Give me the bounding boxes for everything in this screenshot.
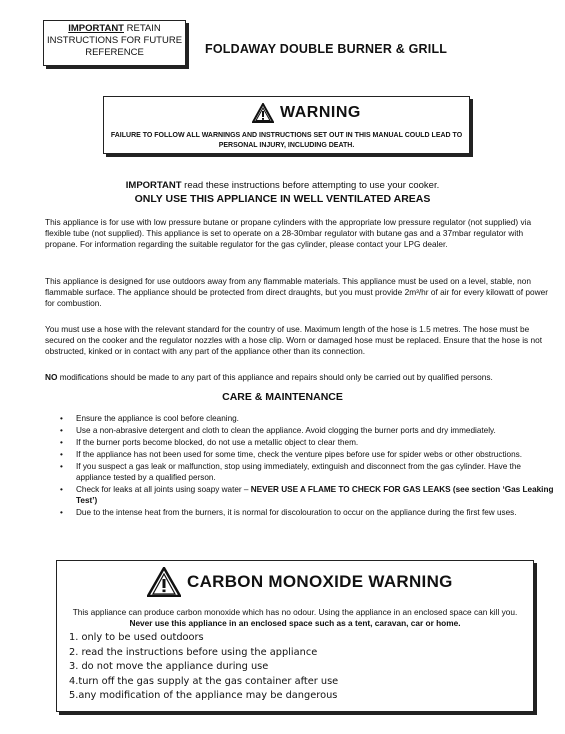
- warning-text: FAILURE TO FOLLOW ALL WARNINGS AND INSTRUCTIONS SET OUT IN THIS MANUAL COULD LEAD TO PERSONAL INJURY, INCLUDING DEATH.: [110, 132, 463, 149]
- document-title: FOLDAWAY DOUBLE BURNER & GRILL: [205, 42, 448, 56]
- warning-triangle-icon: [147, 567, 181, 597]
- carbon-monoxide-box: [56, 560, 534, 712]
- list-item: • If the burner ports become blocked, do not use a metallic object to clear them.: [60, 438, 359, 447]
- list-item: 4.turn off the gas supply at the gas container after use: [69, 675, 339, 687]
- bullet-icon: •: [60, 485, 63, 494]
- warning-triangle-icon: [252, 103, 274, 123]
- retain-line-2: INSTRUCTIONS FOR FUTURE: [46, 35, 183, 46]
- care-list: [58, 413, 558, 519]
- list-item: • If the appliance has not been used for some time, check the venture pipes before use for spider webs or other obstructions.: [60, 450, 523, 459]
- intro-important: IMPORTANT: [125, 180, 182, 191]
- paragraph-modifications: NO modifications should be made to any part of this appliance and repairs should only be carried out by qualified persons.: [45, 372, 493, 382]
- retain-instructions-box: [43, 20, 186, 66]
- list-item: • Ensure the appliance is cool before cleaning.: [60, 414, 239, 423]
- paragraph-hose: You must use a hose with the relevant standard for the country of use. Maximum length of the hose is 1.5 metres. The hose must be secured on the cooker and the regulator nozzles with a hose clip. Worn or damaged hose must be replaced. Ensure that the hose is not obstructed, kinked or in contact with any part of the appliance other than its connection.: [45, 324, 543, 356]
- co-intro: This appliance can produce carbon monoxide which has no odour. Using the appliance in an enclosed space can kill you. Never use this appliance in an enclosed space such as a tent, caravan, car or home.: [72, 607, 518, 628]
- bullet-icon: •: [60, 462, 63, 471]
- care-maintenance-heading: CARE & MAINTENANCE: [222, 391, 343, 403]
- co-heading-row: [147, 567, 453, 597]
- list-item: 5.any modification of the appliance may be dangerous: [69, 690, 338, 701]
- list-item: • Due to the intense heat from the burners, it is normal for discolouration to occur on the appliance during the first few uses.: [60, 508, 517, 517]
- intro-line-1: IMPORTANT read these instructions before attempting to use your cooker.: [125, 180, 440, 191]
- bullet-icon: •: [60, 426, 63, 435]
- bullet-icon: •: [60, 414, 63, 423]
- co-list: [69, 631, 338, 704]
- intro-line-2: ONLY USE THIS APPLIANCE IN WELL VENTILATED AREAS: [134, 193, 431, 205]
- list-item: 3. do not move the appliance during use: [69, 661, 269, 672]
- list-item: • If you suspect a gas leak or malfunction, stop using immediately, extinguish and disconnect from the gas cylinder. Have the appliance tested by a qualified person.: [60, 462, 521, 482]
- bullet-icon: •: [60, 450, 63, 459]
- paragraph-outdoors: This appliance is designed for use outdoors away from any flammable materials. This appliance must be used on a level, stable, non flammable surface. The appliance should be protected from direct draughts, but you must provide 2m³/hr of air for every kilowatt of power for combustion.: [45, 276, 548, 308]
- co-heading: CARBON MONOXIDE WARNING: [187, 572, 453, 591]
- list-item: • Use a non-abrasive detergent and cloth to clean the appliance. Avoid clogging the burner ports and dry immediately.: [60, 426, 496, 435]
- bullet-icon: •: [60, 508, 63, 517]
- list-item: 1. only to be used outdoors: [69, 632, 204, 643]
- warning-box: [103, 96, 470, 154]
- bullet-icon: •: [60, 438, 63, 447]
- list-item: • Check for leaks at all joints using soapy water – NEVER USE A FLAME TO CHECK FOR GAS LEAKS (see section ‘Gas Leaking Test’): [60, 485, 554, 505]
- retain-line-3: REFERENCE: [85, 47, 144, 58]
- warning-heading-row: [252, 103, 361, 123]
- warning-heading: WARNING: [280, 104, 361, 121]
- retain-line-1: IMPORTANT RETAIN: [68, 23, 161, 34]
- list-item: 2. read the instructions before using the appliance: [69, 646, 318, 658]
- paragraph-regulator: This appliance is for use with low pressure butane or propane cylinders with the appropriate low pressure regulator (not supplied) via flexible tube (not supplied). This appliance is set to operate on a 28-30mbar regulator with butane gas and a 37mbar regulator with propane. For information regarding the suitable regulator for the gas cylinder, please contact your LPG dealer.: [45, 217, 532, 249]
